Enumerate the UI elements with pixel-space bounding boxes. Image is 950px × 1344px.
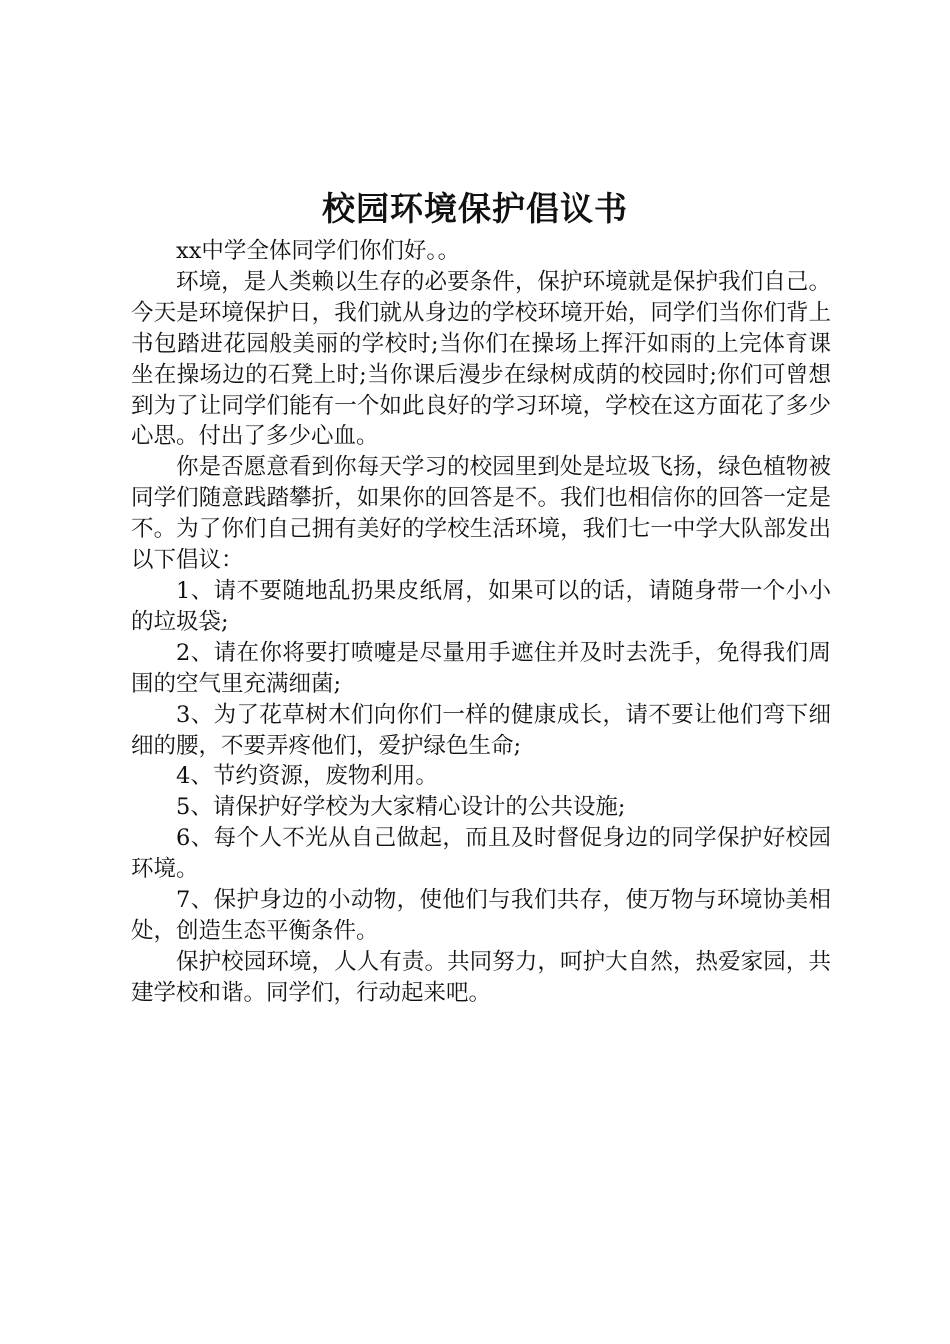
question-paragraph: 你是否愿意看到你每天学习的校园里到处是垃圾飞扬，绿色植物被同学们随意践踏攀折，如果你的回答是不。我们也相信你的回答一定是不。为了你们自己拥有美好的学校生活环境，我们七一中学大队部发出以下倡议： bbox=[131, 454, 831, 574]
proposal-item-5: 5、请保护好学校为大家精心设计的公共设施; bbox=[176, 794, 626, 821]
document-body bbox=[131, 236, 831, 1009]
proposal-item-4: 4、节约资源，废物利用。 bbox=[176, 763, 438, 790]
proposal-item-3: 3、为了花草树木们向你们一样的健康成长，请不要让他们弯下细细的腰，不要弄疼他们，爱护绿色生命; bbox=[131, 701, 831, 759]
proposal-item-2: 2、请在你将要打喷嚏是尽量用手遮住并及时去洗手，免得我们周围的空气里充满细菌; bbox=[131, 639, 831, 697]
closing-paragraph: 保护校园环境，人人有责。共同努力，呵护大自然，热爱家园，共建学校和谐。同学们，行动起来吧。 bbox=[131, 948, 831, 1006]
proposal-item-6: 6、每个人不光从自己做起，而且及时督促身边的同学保护好校园环境。 bbox=[131, 825, 831, 883]
document-title: 校园环境保护倡议书 bbox=[322, 189, 628, 228]
greeting-paragraph: xx中学全体同学们你们好。。 bbox=[176, 238, 461, 264]
proposal-item-7: 7、保护身边的小动物，使他们与我们共存，使万物与环境协美相处，创造生态平衡条件。 bbox=[131, 887, 831, 944]
intro-paragraph: 环境，是人类赖以生存的必要条件，保护环境就是保护我们自己。今天是环境保护日，我们就从身边的学校环境开始，同学们当你们背上书包踏进花园般美丽的学校时;当你们在操场上挥汗如雨的上完体育课坐在操场边的石凳上时;当你课后漫步在绿树成荫的校园时;你们可曾想到为了让同学们能有一个如此良好的学习环境，学校在这方面花了多少心思。付出了多少心血。 bbox=[131, 268, 831, 450]
proposal-item-1: 1、请不要随地乱扔果皮纸屑，如果可以的话，请随身带一个小小的垃圾袋; bbox=[131, 577, 831, 635]
